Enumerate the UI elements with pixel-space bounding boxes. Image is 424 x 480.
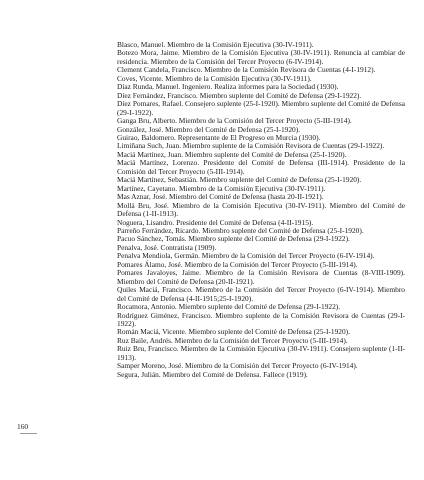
member-entry: Coves, Vicente. Miembro de la Comisión Ejecutiva (30-IV-1911). <box>117 73 312 83</box>
member-entry: Díez Fernández, Francisco. Miembro suplente del Comité de Defensa (29-I-1922). <box>117 90 362 100</box>
member-entry: Botezo Mora, Jaime. Miembro de la Comisión Ejecutiva (30-IV-1911). Renuncia al cambiar de residencia. Miembro de la Comisión del Tercer Proyecto (6-IV-1914). <box>117 48 405 66</box>
member-entry: Pomares Javaloyes, Jaime. Miembro de la Comisión Revisora de Cuentas (8-VIII-1909). Miembro del Comité de Defensa (20-II-1921). <box>117 268 405 286</box>
page-number-rule <box>20 433 37 434</box>
member-entry: Ganga Bru, Alberto. Miembro de la Comisión del Tercer Proyecto (5-III-1914). <box>117 116 352 126</box>
member-list <box>117 41 405 379</box>
member-entry: Penalva, José. Contratista (1909). <box>117 242 217 252</box>
member-entry: Maciá Martínez, Juan. Miembro suplente del Comité de Defensa (25-I-1920). <box>117 149 347 159</box>
member-entry: Pacuo Sánchez, Tomás. Miembro suplente del Comité de Defensa (29-I-1922). <box>117 234 350 244</box>
member-entry: Noguera, Lisandro. Presidente del Comité de Defensa (4-II-1915). <box>117 217 314 227</box>
member-entry: Maciá Martínez, Sebastián. Miembro suplente del Comité de Defensa (25-I-1920). <box>117 175 362 185</box>
member-entry: González, José. Miembro del Comité de Defensa (25-I-1920). <box>117 124 301 134</box>
member-entry: Clement Candela, Francisco. Miembro de la Comisión Revisora de Cuentas (4-I-1912). <box>117 65 376 75</box>
member-entry: Díez Pomares, Rafael. Consejero suplente (25-I-1920). Miembro suplente del Comité de Defensa (29-I-1922). <box>117 99 405 117</box>
member-entry: Quiles Maciá, Francisco. Miembro de la Comisión del Tercer Proyecto (6-IV-1914). Miembro del Comité de Defensa (4-II-1915;25-I-1920). <box>117 285 405 303</box>
member-entry: Limiñana Such, Juan. Miembro suplente de la Comisión Revisora de Cuentas (29-I-1922). <box>117 141 385 151</box>
member-entry: Mollá Bru, José. Miembro de la Comisión Ejecutiva (30-IV-1911). Miembro del Comité de Defensa (1-II-1913). <box>117 200 405 219</box>
member-entry: Segura, Julián. Miembro del Comité de Defensa. Fallece (1919). <box>117 369 308 379</box>
member-entry: Rocamora, Antonio. Miembro suplente del Comité de Defensa (29-I-1922). <box>117 302 341 312</box>
member-entry: Ruz Baile, Andrés. Miembro de la Comisión del Tercer Proyecto (5-III-1914). <box>117 335 348 345</box>
member-entry: Díaz Runda, Manuel. Ingeniero. Realiza informes para la Sociedad (1930). <box>117 82 339 92</box>
member-entry: Guirao, Baldomero. Representante de El Progreso en Murcia (1930). <box>117 132 321 142</box>
member-entry: Penalva Mendiola, Germán. Miembro de la Comisión del Tercer Proyecto (6-IV-1914). <box>117 251 375 261</box>
member-entry: Maciá Martínez, Lorenzo. Presidente del Comité de Defensa (III-1914). Presidente de la Comisión del Tercer Proyecto (5-III-1914). <box>117 158 405 176</box>
member-entry: Samper Moreno, José. Miembro de la Comisión del Tercer Proyecto (6-IV-1914). <box>117 361 358 371</box>
member-entry: Martínez, Cayetano. Miembro de la Comisión Ejecutiva (30-IV-1911). <box>117 183 326 193</box>
member-entry: Parreño Ferrández, Ricardo. Miembro suplente del Comité de Defensa (25-I-1920). <box>117 225 364 235</box>
member-entry: Román Maciá, Vicente. Miembro suplente del Comité de Defensa (25-I-1920). <box>117 327 350 337</box>
member-entry: Rodríguez Giménez, Francisco. Miembro suplente de la Comisión Revisora de Cuentas (29-I-1922). <box>117 310 405 328</box>
member-entry: Pomares Álamo, José. Miembro de la Comisión del Tercer Proyecto (5-III-1914). <box>117 259 358 269</box>
page-number: 160 <box>17 422 29 431</box>
member-entry: Mas Aznar, José. Miembro del Comité de Defensa (hasta 20-II-1921). <box>117 192 324 202</box>
member-entry: Blasco, Manuel. Miembro de la Comisión Ejecutiva (30-IV-1911). <box>117 40 314 49</box>
member-entry: Ruiz Bru, Francisco. Miembro de la Comisión Ejecutiva (30-IV-1911). Consejero suplente (1-II-1913). <box>117 344 405 362</box>
